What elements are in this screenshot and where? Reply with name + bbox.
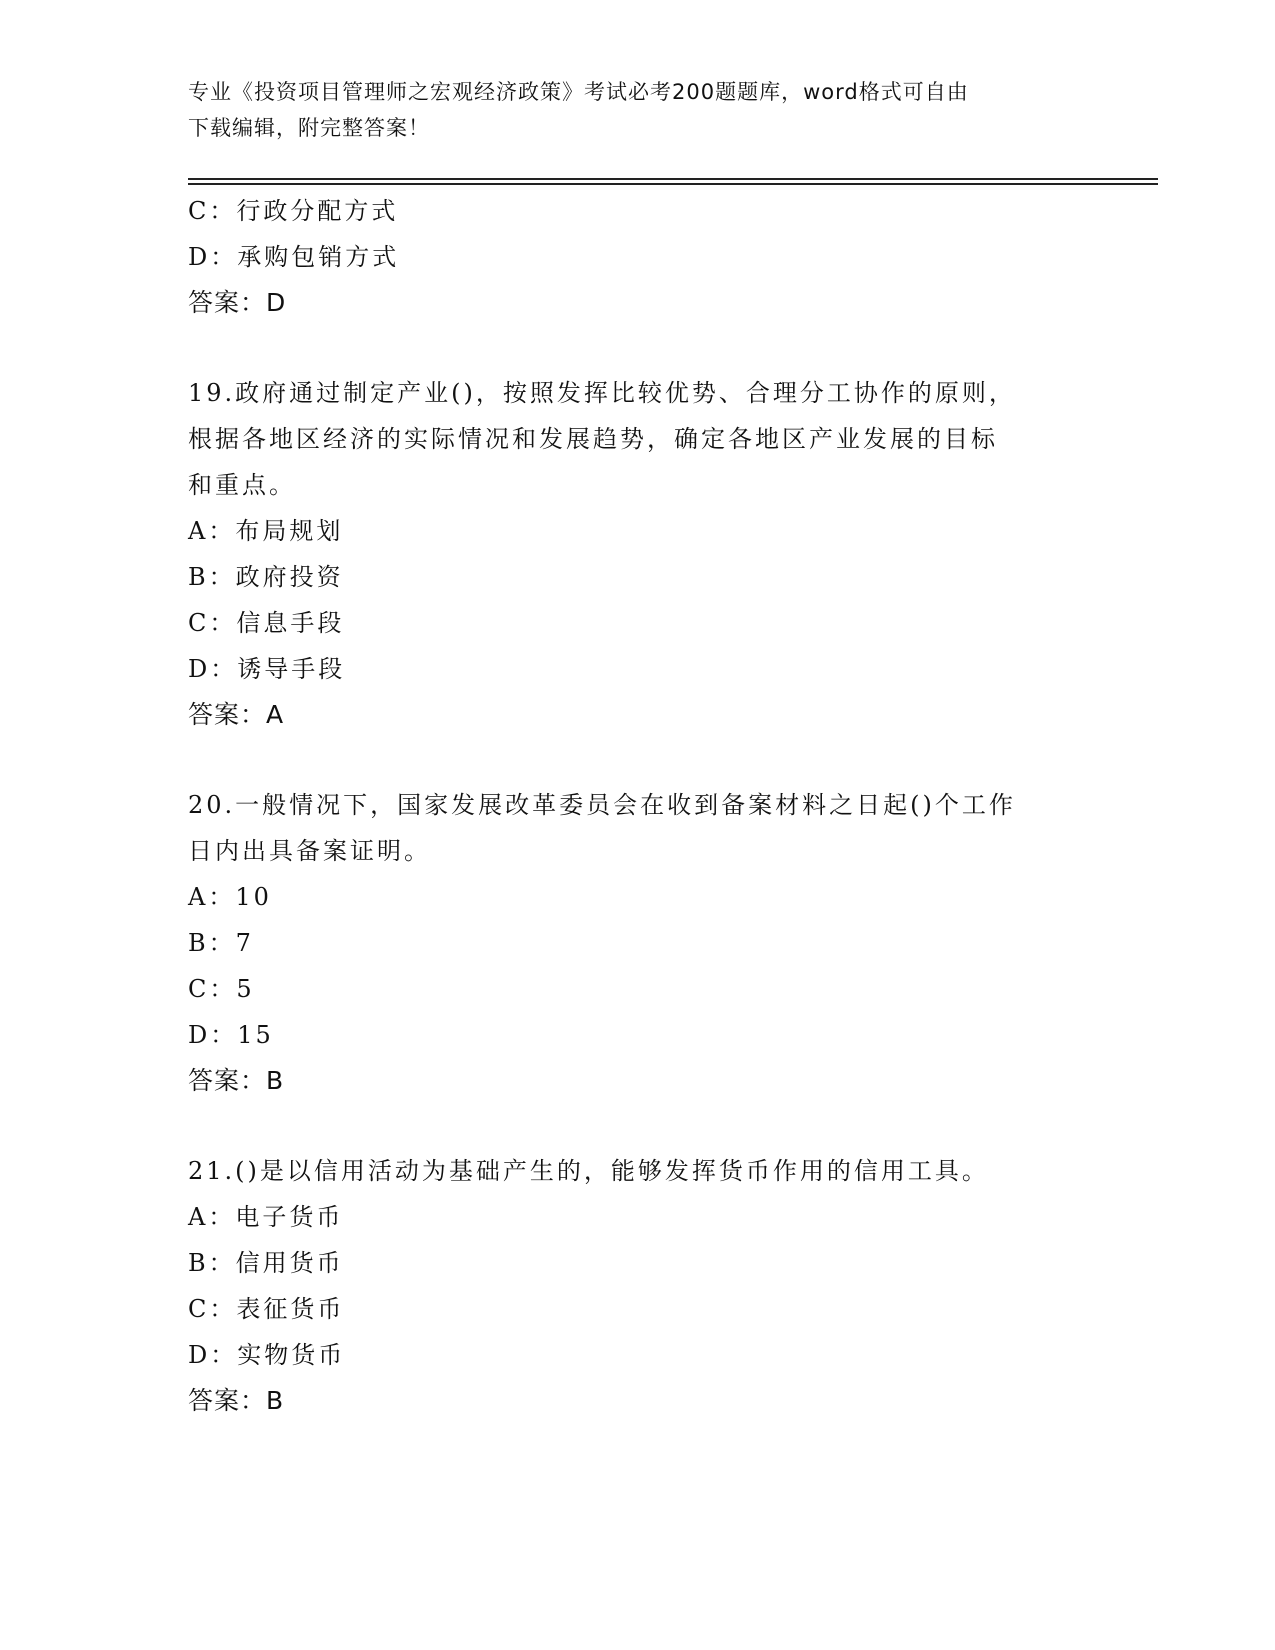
option-a: A：10 [188, 883, 272, 911]
option-b: B：7 [188, 929, 254, 957]
question-text-line: 日内出具备案证明。 [188, 837, 431, 865]
answer-line: 答案：B [188, 1066, 285, 1095]
question-content [188, 188, 1088, 1424]
question-text-line: 19.政府通过制定产业()，按照发挥比较优势、合理分工协作的原则， [188, 379, 1016, 407]
option-c: C：行政分配方式 [188, 197, 399, 225]
question-text-line: 20.一般情况下，国家发展改革委员会在收到备案材料之日起()个工作 [188, 791, 1016, 819]
answer-line: 答案：D [188, 288, 287, 317]
option-b: B：信用货币 [188, 1249, 344, 1277]
previous-question-tail [188, 188, 1088, 326]
spacer [188, 1104, 1088, 1148]
header-divider-bottom [188, 183, 1158, 185]
question-19 [188, 370, 1088, 738]
question-text-line: 根据各地区经济的实际情况和发展趋势，确定各地区产业发展的目标 [188, 425, 998, 453]
option-a: A：电子货币 [188, 1203, 344, 1231]
spacer [188, 738, 1088, 782]
header-line-2: 下载编辑，附完整答案！ [188, 116, 430, 140]
option-d: D：承购包销方式 [188, 243, 400, 271]
question-20 [188, 782, 1088, 1104]
header-line-1: 专业《投资项目管理师之宏观经济政策》考试必考200题题库，word格式可自由 [188, 80, 969, 104]
option-b: B：政府投资 [188, 563, 344, 591]
option-c: C：信息手段 [188, 609, 345, 637]
option-d: D：15 [188, 1021, 274, 1049]
header-divider-top [188, 178, 1158, 180]
option-a: A：布局规划 [188, 517, 344, 545]
question-text-line: 和重点。 [188, 471, 296, 499]
document-header [188, 74, 1088, 146]
option-c: C：5 [188, 975, 255, 1003]
question-text-line: 21.()是以信用活动为基础产生的，能够发挥货币作用的信用工具。 [188, 1157, 989, 1185]
option-c: C：表征货币 [188, 1295, 345, 1323]
question-21 [188, 1148, 1088, 1424]
option-d: D：诱导手段 [188, 655, 346, 683]
answer-line: 答案：B [188, 1386, 285, 1415]
option-d: D：实物货币 [188, 1341, 346, 1369]
answer-line: 答案：A [188, 700, 285, 729]
spacer [188, 326, 1088, 370]
